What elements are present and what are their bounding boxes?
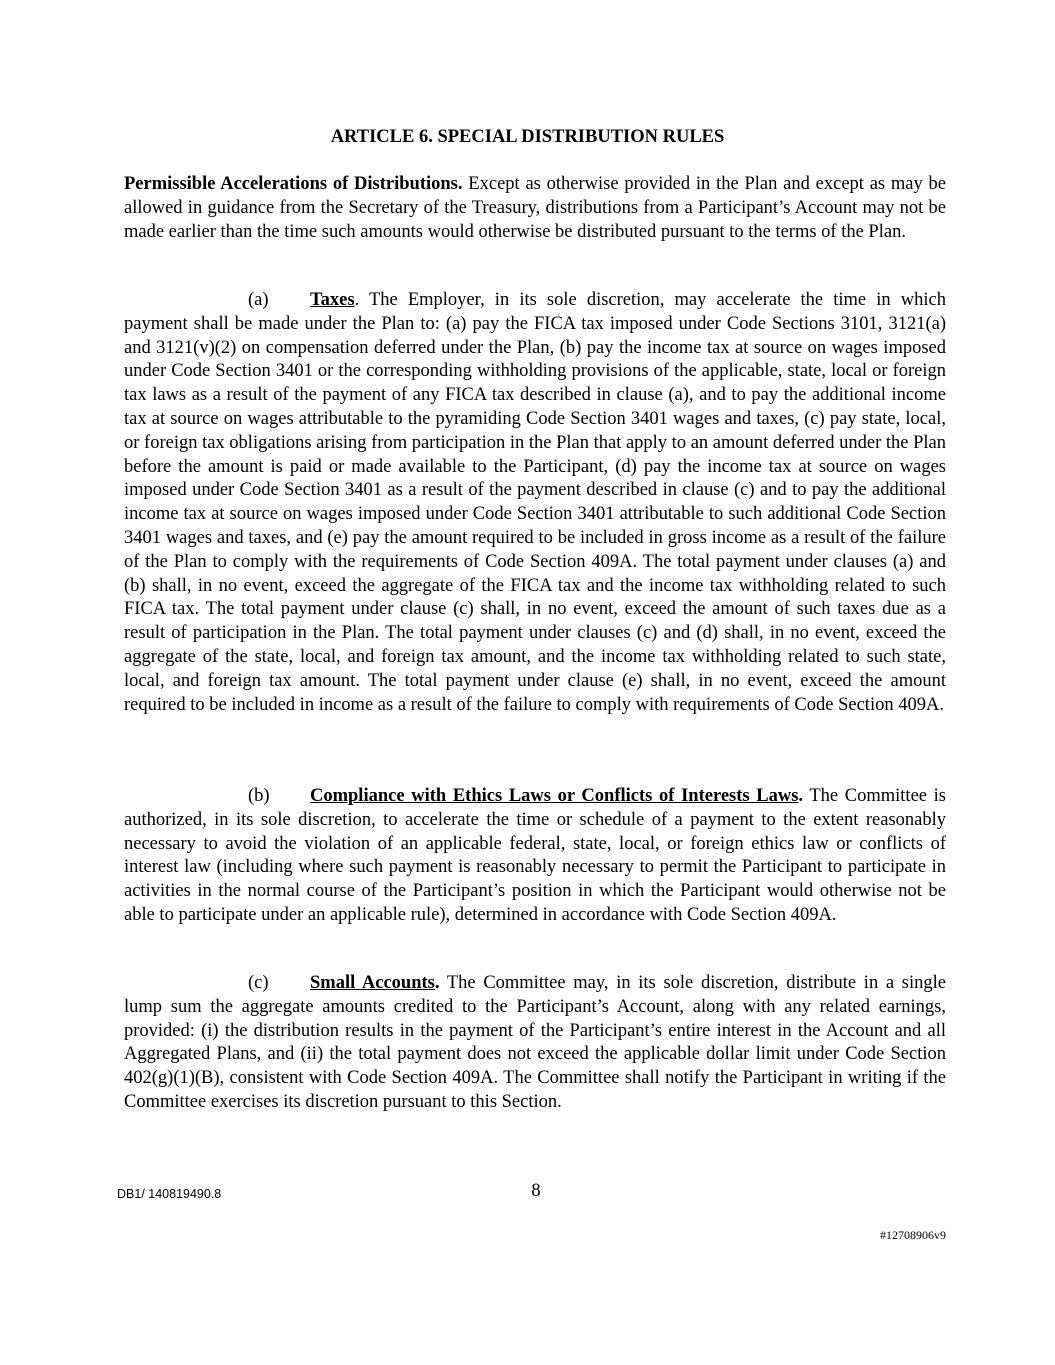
section-b-title: Compliance with Ethics Laws or Conflicts of Interests Laws <box>310 786 799 806</box>
intro-paragraph <box>124 173 946 244</box>
section-c-punct: . <box>434 973 440 993</box>
footer-doc-ref: #12708906v9 <box>880 1228 946 1242</box>
section-b-punct: . <box>798 786 804 806</box>
intro-text: Except as otherwise provided in the Plan and except as may be allowed in guidance from the Secretary of the Treasury, distributions from a Participant’s Account may not be made earlier than the time such amounts would otherwise be distributed pursuant to the terms of the Plan. <box>124 174 947 242</box>
section-c-text: The Committee may, in its sole discretion, distribute in a single lump sum the aggregate amounts credited to the Participant’s Account, along with any related earnings, provided: (i) the distribution results in the payment of the Participant’s entire interest in the Account and all Aggregated Plans, and (ii) the total payment does not exceed the applicable dollar limit under Code Section 402(g)(1)(B), consistent with Code Section 409A. The Committee shall notify the Participant in writing if the Committee exercises its discretion pursuant to this Section. <box>124 973 946 1112</box>
article-heading: ARTICLE 6. SPECIAL DISTRIBUTION RULES <box>330 127 725 147</box>
section-a-punct: . <box>354 290 360 310</box>
section-b <box>124 785 946 928</box>
section-c <box>124 972 946 1115</box>
page-number: 8 <box>531 1181 541 1201</box>
section-a-label: (a) <box>248 290 269 310</box>
section-b-text: The Committee is authorized, in its sole discretion, to accelerate the time or schedule of a payment to the extent reasonably necessary to avoid the violation of an applicable federal, state, local, or foreign ethics law or conflicts of interest law (including where such payment is reasonably necessary to permit the Participant to participate in activities in the normal course of the Participant’s position in which the Participant would otherwise not be able to participate under an applicable rule), determined in accordance with Code Section 409A. <box>124 786 946 925</box>
section-a-title: Taxes <box>310 290 355 310</box>
section-c-label: (c) <box>248 973 269 993</box>
footer-doc-id: DB1/ 140819490.8 <box>117 1187 222 1201</box>
section-b-label: (b) <box>248 786 270 806</box>
section-a-text: The Employer, in its sole discretion, may accelerate the time in which payment shall be made under the Plan to: (a) pay the FICA tax imposed under Code Sections 3101, 3121(a) and 3121(v)(2) on compensation deferred under the Plan, (b) pay the income tax at source on wages imposed under Code Section 3401 or the corresponding withholding provisions of the applicable, state, local or foreign tax laws as a result of the payment of any FICA tax described in clause (a), and to pay the additional income tax at source on wages attributable to the pyramiding Code Section 3401 wages and taxes, (c) pay state, local, or foreign tax obligations arising from participation in the Plan that apply to an amount deferred under the Plan before the amount is paid or made available to the Participant, (d) pay the income tax at source on wages imposed under Code Section 3401 as a result of the payment described in clause (c) and to pay the additional income tax at source on wages imposed under Code Section 3401 attributable to such additional Code Section 3401 wages and taxes, and (e) pay the amount required to be included in gross income as a result of the failure of the Plan to comply with the requirements of Code Section 409A. The total payment under clauses (a) and (b) shall, in no event, exceed the aggregate of the FICA tax and the income tax withholding related to such FICA tax. The total payment under clause (c) shall, in no event, exceed the amount of such taxes due as a result of participation in the Plan. The total payment under clauses (c) and (d) shall, in no event, exceed the aggregate of the state, local, and foreign tax amount, and the income tax withholding related to such state, local, and foreign tax amount. The total payment under clause (e) shall, in no event, exceed the amount required to be included in income as a result of the failure to comply with requirements of Code Section 409A. <box>124 290 947 715</box>
section-c-title: Small Accounts <box>310 973 435 993</box>
intro-lead: Permissible Accelerations of Distributions. <box>124 174 463 194</box>
section-a <box>124 289 946 717</box>
